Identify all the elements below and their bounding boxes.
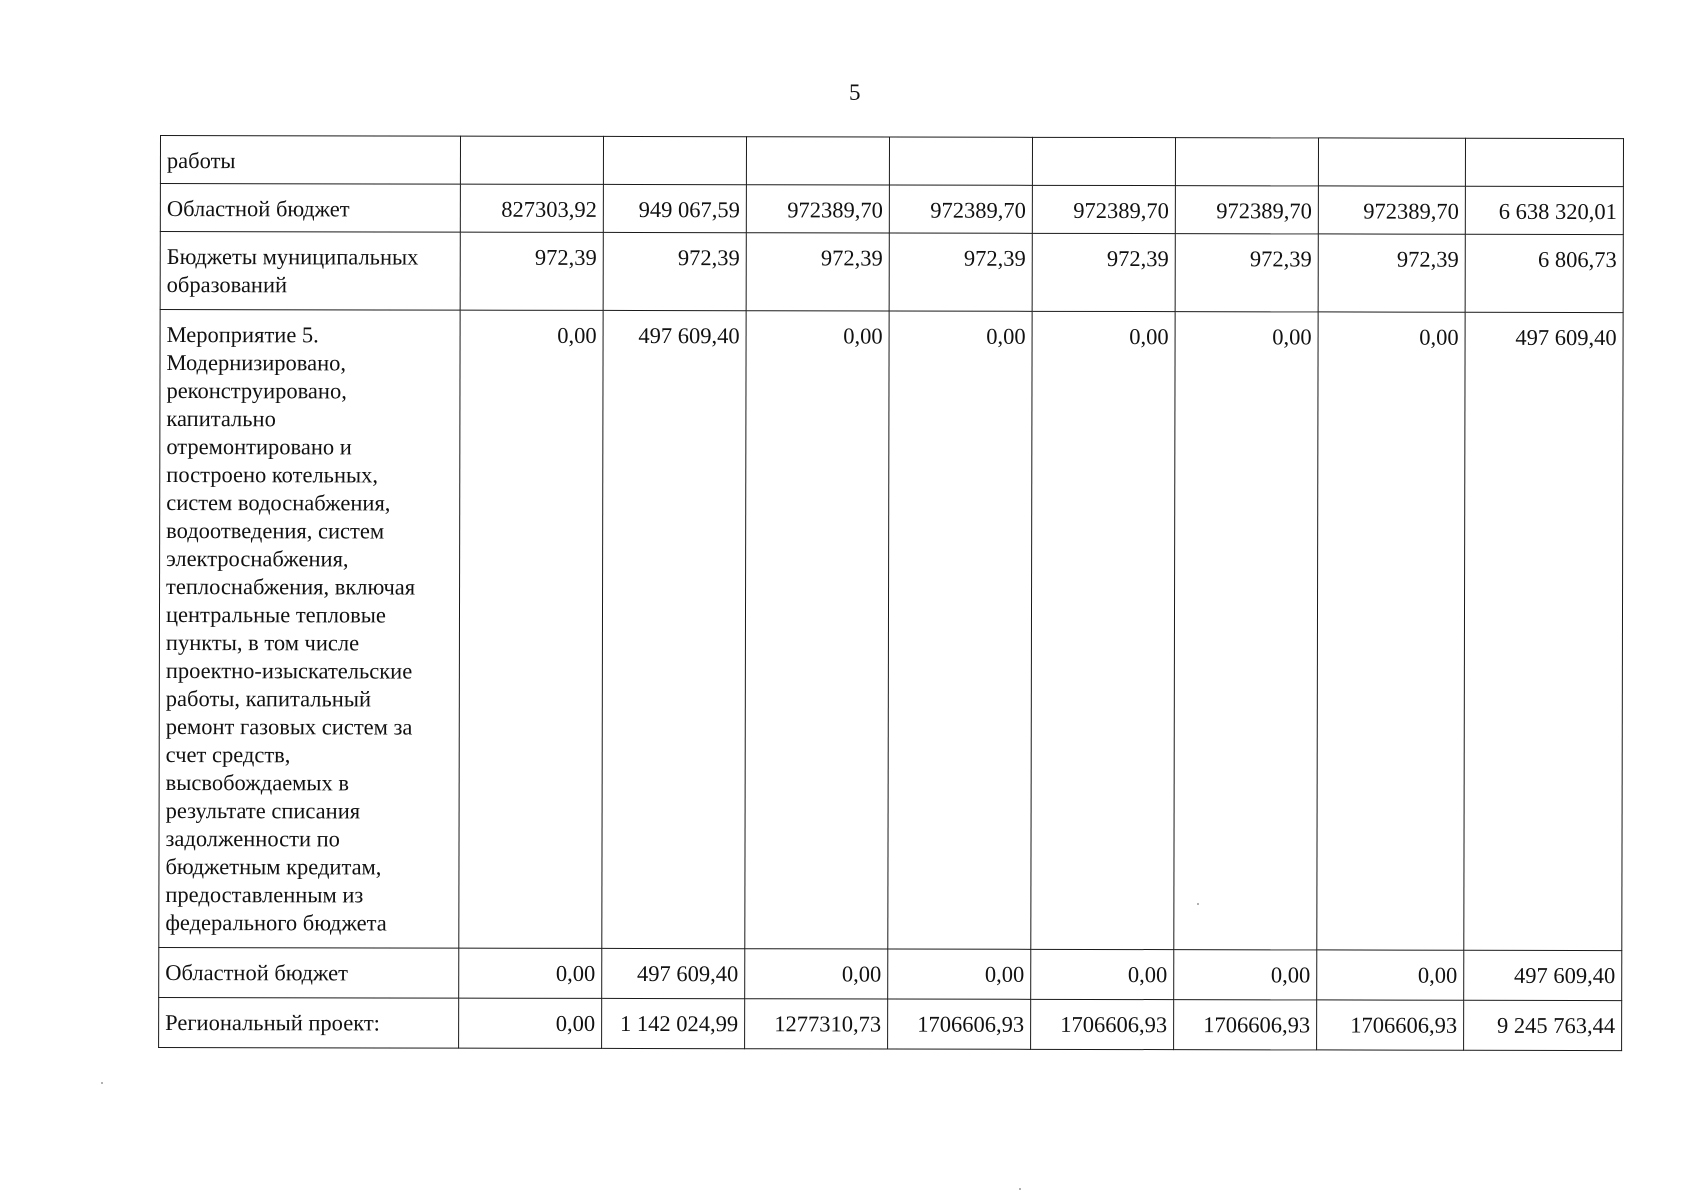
value-cell: 0,00 <box>745 949 888 999</box>
row-label-line: центральные тепловые <box>165 602 386 628</box>
value-cell <box>1318 138 1465 186</box>
row-label-line: федерального бюджета <box>165 910 387 936</box>
value-cell: 1706606,93 <box>1031 999 1174 1049</box>
row-label-line: работы <box>166 148 236 174</box>
row-label-line: результате списания <box>165 798 361 824</box>
value-cell: 972,39 <box>746 233 889 311</box>
value-cell: 1706606,93 <box>888 999 1031 1049</box>
row-label-line: Мероприятие 5. <box>166 322 319 348</box>
page-number: 5 <box>849 80 861 105</box>
value-cell: 0,00 <box>1174 950 1317 1000</box>
row-label-line: систем водоснабжения, <box>166 490 391 516</box>
value-cell: 1706606,93 <box>1174 1000 1317 1050</box>
value-cell: 0,00 <box>1317 312 1465 950</box>
value-cell <box>1032 137 1175 185</box>
value-cell <box>889 137 1032 185</box>
row-label-line: Областной бюджет <box>165 960 349 986</box>
value-cell: 497 609,40 <box>602 310 746 948</box>
row-label-line: бюджетным кредитам, <box>165 854 382 880</box>
row-label <box>159 997 459 1048</box>
scan-speck <box>1197 903 1199 905</box>
value-cell: 972389,70 <box>746 185 889 233</box>
row-label-line: проектно-изыскательские <box>165 658 413 684</box>
row-label-line: пункты, в том числе <box>165 630 360 656</box>
scan-speck <box>1019 1188 1021 1190</box>
value-cell <box>460 136 603 184</box>
value-cell: 972389,70 <box>1175 186 1318 234</box>
value-cell <box>1175 138 1318 186</box>
row-continuation <box>160 136 1623 187</box>
row-label-line: Бюджеты муниципальных <box>166 244 419 270</box>
budget-table <box>158 135 1624 1051</box>
value-cell: 0,00 <box>745 311 889 949</box>
row-label-line: Модернизировано, <box>166 350 347 376</box>
value-cell: 0,00 <box>459 310 603 948</box>
row-label-line: счет средств, <box>165 742 291 768</box>
value-cell: 0,00 <box>1174 312 1318 950</box>
total-cell: 6 638 320,01 <box>1465 186 1623 234</box>
value-cell: 497 609,40 <box>602 948 745 998</box>
value-cell: 972,39 <box>1032 233 1175 311</box>
row-oblast-budget <box>160 184 1623 235</box>
value-cell: 0,00 <box>1031 311 1175 949</box>
total-cell: 497 609,40 <box>1464 950 1622 1000</box>
row-label-line: водоотведения, систем <box>166 518 385 544</box>
total-cell: 497 609,40 <box>1464 312 1623 950</box>
value-cell: 949 067,59 <box>603 184 746 232</box>
value-cell: 972,39 <box>460 232 603 310</box>
row-measure-5 <box>159 310 1623 951</box>
value-cell: 972,39 <box>1318 234 1465 312</box>
row-label-line: образований <box>166 272 288 298</box>
row-label <box>159 310 460 949</box>
value-cell: 972,39 <box>1175 234 1318 312</box>
value-cell <box>746 137 889 185</box>
value-cell: 0,00 <box>888 949 1031 999</box>
table-body <box>159 136 1624 1051</box>
row-label-line: реконструировано, <box>166 378 347 404</box>
total-cell: 9 245 763,44 <box>1464 1000 1622 1050</box>
row-regional-project <box>159 997 1622 1050</box>
value-cell: 972389,70 <box>1318 186 1465 234</box>
row-label-line: капитально <box>166 406 276 432</box>
value-cell: 972,39 <box>889 233 1032 311</box>
row-label-line: Областной бюджет <box>166 196 350 222</box>
value-cell: 0,00 <box>459 998 602 1048</box>
scan-speck <box>101 1082 103 1084</box>
value-cell: 972,39 <box>603 232 746 310</box>
row-label-line: Региональный проект: <box>165 1010 380 1036</box>
value-cell <box>603 136 746 184</box>
value-cell: 0,00 <box>459 948 602 998</box>
row-oblast-budget-measure-5 <box>159 947 1622 1000</box>
value-cell: 972389,70 <box>889 185 1032 233</box>
row-municipal-budgets <box>160 232 1623 313</box>
value-cell: 0,00 <box>1031 949 1174 999</box>
value-cell: 1706606,93 <box>1317 1000 1464 1050</box>
row-label-line: построено котельных, <box>166 462 379 488</box>
row-label-line: отремонтировано и <box>166 434 352 460</box>
row-label <box>160 184 460 233</box>
row-label-line: работы, капитальный <box>165 686 372 712</box>
row-label-line: электроснабжения, <box>166 546 349 572</box>
total-cell <box>1465 138 1623 186</box>
value-cell: 972389,70 <box>1032 185 1175 233</box>
row-label-line: задолженности по <box>165 826 340 852</box>
row-label-line: теплоснабжения, включая <box>166 574 416 600</box>
row-label <box>159 947 459 998</box>
value-cell: 0,00 <box>888 311 1032 949</box>
row-label <box>160 136 460 185</box>
value-cell: 1277310,73 <box>745 999 888 1049</box>
row-label-line: высвобождаемых в <box>165 770 350 796</box>
row-label-line: предоставленным из <box>165 882 364 908</box>
value-cell: 0,00 <box>1317 950 1464 1000</box>
value-cell: 1 142 024,99 <box>602 998 745 1048</box>
row-label-line: ремонт газовых систем за <box>165 714 413 740</box>
value-cell: 827303,92 <box>460 184 603 232</box>
row-label <box>160 232 460 311</box>
total-cell: 6 806,73 <box>1465 234 1623 312</box>
